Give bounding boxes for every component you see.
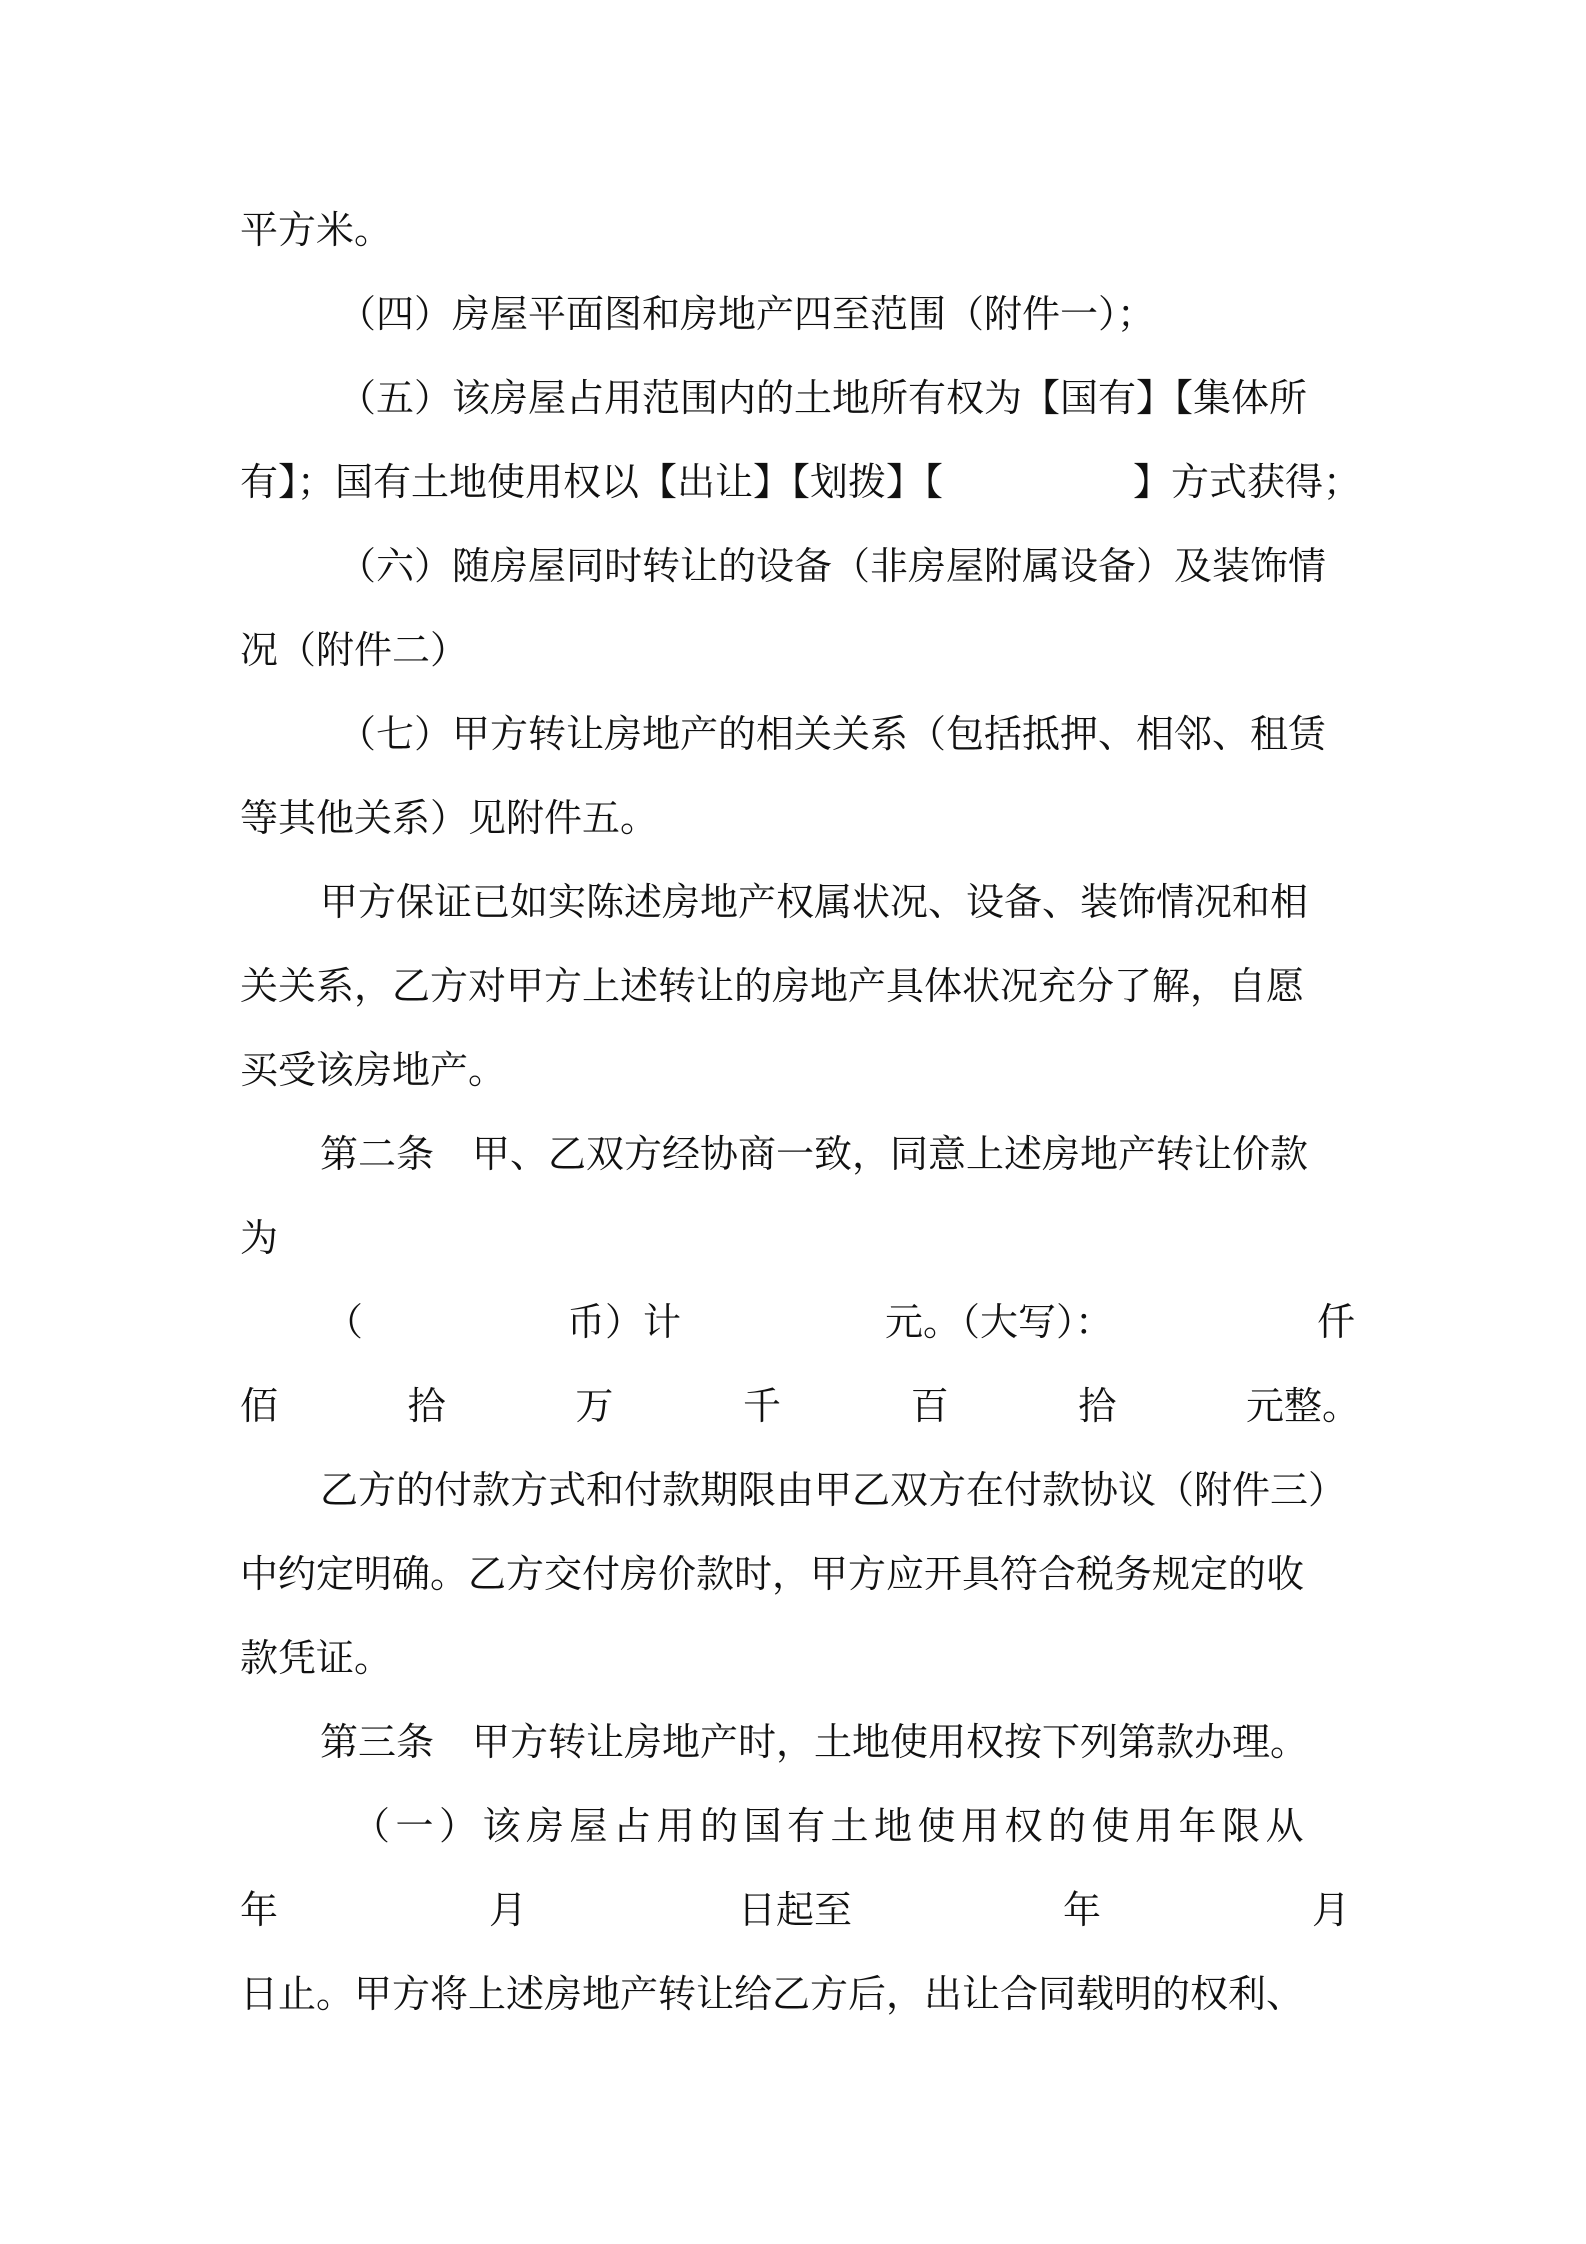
- amount-uppercase-label: 元。（大写）：: [884, 1300, 1113, 1344]
- amount-unit: 拾: [407, 1384, 446, 1428]
- date-unit: 日起至: [737, 1888, 852, 1932]
- text-line: 关关系，乙方对甲方上述转让的房地产具体状况充分了解，自愿: [240, 964, 1305, 1008]
- date-unit: 月: [1311, 1888, 1350, 1932]
- text-line: 况（附件二）: [240, 628, 469, 672]
- currency-label: 币）计: [566, 1300, 681, 1344]
- amount-unit: 佰: [240, 1384, 279, 1428]
- date-line: [240, 1880, 1350, 1940]
- amount-unit: 元整。: [1245, 1384, 1360, 1428]
- thousand-label: 仟: [1316, 1300, 1355, 1344]
- paragraph-start: 乙方的付款方式和付款期限由甲乙双方在付款协议（附件三）: [320, 1468, 1347, 1512]
- amount-unit: 千: [742, 1384, 781, 1428]
- amount-unit: 万: [575, 1384, 614, 1428]
- article-2: 第二条 甲、乙双方经协商一致，同意上述房地产转让价款: [320, 1132, 1309, 1176]
- text-line: 日止。甲方将上述房地产转让给乙方后，出让合同载明的权利、: [240, 1972, 1305, 2016]
- amount-unit: 拾: [1078, 1384, 1117, 1428]
- clause-3-1: （一）该房屋占用的国有土地使用权的使用年限从: [352, 1804, 1310, 1848]
- amount-unit: 百: [910, 1384, 949, 1428]
- text-line: 有】；国有土地使用权以【出让】【划拨】【 】方式获得；: [240, 460, 1362, 504]
- price-open-paren: （: [325, 1300, 364, 1344]
- text-line: 款凭证。: [240, 1636, 393, 1680]
- text-line: 中约定明确。乙方交付房价款时，甲方应开具符合税务规定的收: [240, 1552, 1305, 1596]
- article-3: 第三条 甲方转让房地产时，土地使用权按下列第款办理。: [320, 1720, 1309, 1764]
- date-unit: 年: [240, 1888, 279, 1932]
- paragraph-start: 甲方保证已如实陈述房地产权属状况、设备、装饰情况和相: [320, 880, 1309, 924]
- amount-line: [240, 1376, 1360, 1436]
- date-unit: 年: [1062, 1888, 1101, 1932]
- text-line: 平方米。: [240, 208, 393, 252]
- clause-5: （五）该房屋占用范围内的土地所有权为【国有】【集体所: [338, 376, 1308, 420]
- clause-4: （四）房屋平面图和房地产四至范围（附件一）；: [338, 292, 1156, 336]
- clause-7: （七）甲方转让房地产的相关关系（包括抵押、相邻、租赁: [338, 712, 1327, 756]
- text-line: 为: [240, 1216, 279, 1260]
- date-unit: 月: [488, 1888, 527, 1932]
- price-line: [325, 1292, 1355, 1352]
- text-line: 买受该房地产。: [240, 1048, 507, 1092]
- clause-6: （六）随房屋同时转让的设备（非房屋附属设备）及装饰情: [338, 544, 1327, 588]
- text-line: 等其他关系）见附件五。: [240, 796, 659, 840]
